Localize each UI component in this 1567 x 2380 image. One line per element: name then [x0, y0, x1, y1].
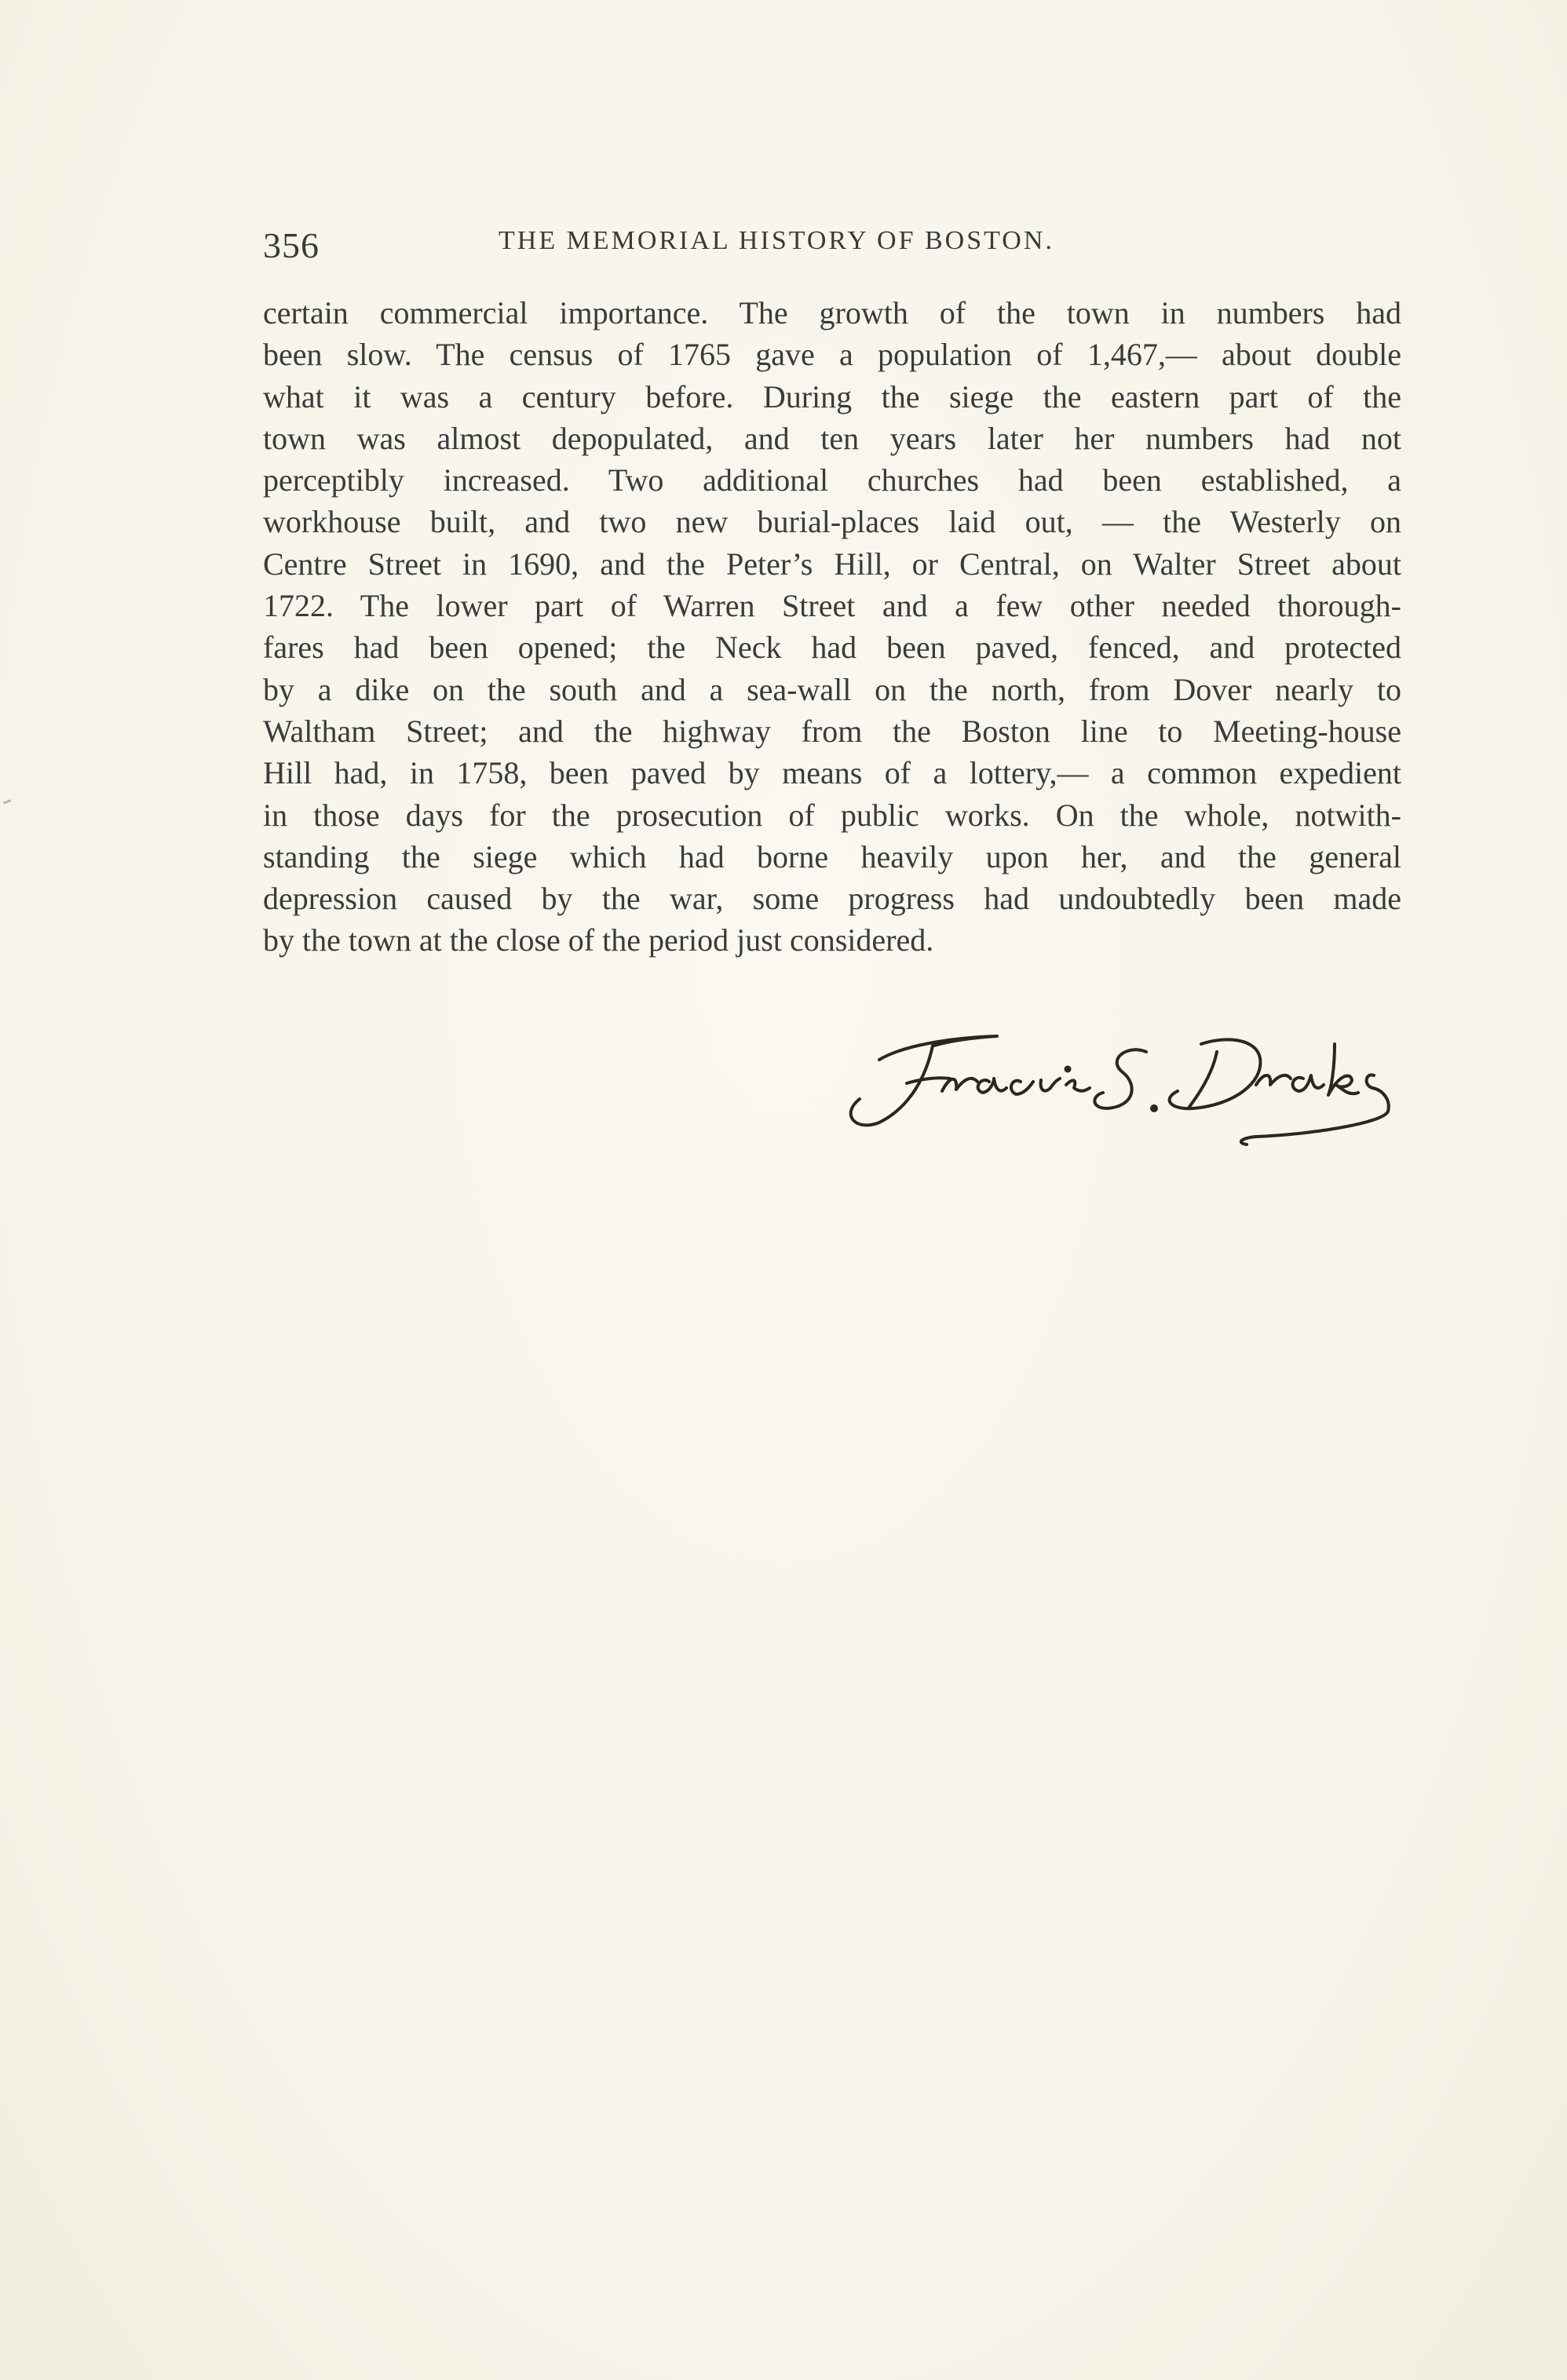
text-line: Hill had, in 1758, been paved by means of a lottery,— a common expedient [263, 755, 1401, 791]
page-number: 356 [263, 225, 320, 265]
text-line: by the town at the close of the period just considered. [263, 922, 934, 958]
text-line: Waltham Street; and the highway from the Boston line to Meeting-house [263, 713, 1401, 749]
text-line: fares had been opened; the Neck had been paved, fenced, and protected [263, 630, 1401, 666]
text-line: standing the siege which had borne heavily upon her, and the general [263, 838, 1401, 874]
text-line: certain commercial importance. The growth of the town in numbers had [263, 295, 1401, 330]
text-line: workhouse built, and two new burial-places laid out, — the Westerly on [263, 504, 1401, 540]
text-line: what it was a century before. During the siege the eastern part of the [263, 378, 1401, 414]
page-edge-mark [3, 799, 11, 804]
text-line: perceptibly increased. Two additional churches had been established, a [263, 462, 1401, 498]
text-line: Centre Street in 1690, and the Peter’s Hill, or Central, on Walter Street about [263, 546, 1401, 582]
text-line: town was almost depopulated, and ten years later her numbers had not [263, 420, 1401, 456]
handwritten-signature [832, 997, 1413, 1154]
running-title: THE MEMORIAL HISTORY OF BOSTON. [499, 226, 1054, 255]
running-head [263, 220, 1401, 267]
body-paragraph [263, 292, 1401, 962]
text-line: been slow. The census of 1765 gave a population of 1,467,— about double [263, 337, 1401, 373]
text-line: by a dike on the south and a sea-wall on the north, from Dover nearly to [263, 671, 1401, 707]
signature-drawing [832, 997, 1413, 1154]
text-line: depression caused by the war, some progress had undoubtedly been made [263, 881, 1401, 917]
text-line: in those days for the prosecution of public works. On the whole, notwith- [263, 797, 1401, 833]
text-line: 1722. The lower part of Warren Street and a few other needed thorough- [263, 588, 1401, 624]
